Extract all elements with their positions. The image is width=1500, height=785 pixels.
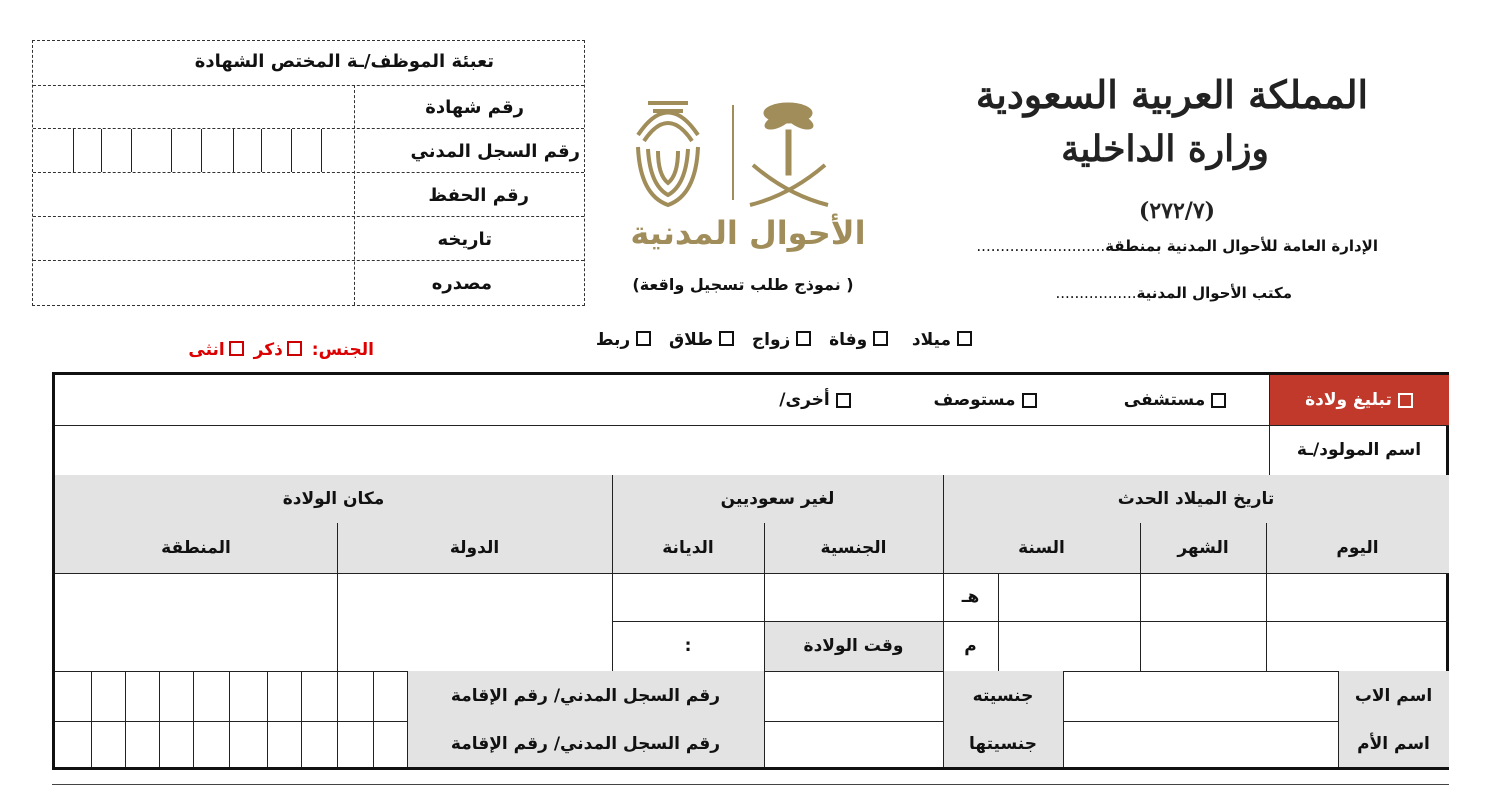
birth-date-header: تاريخ الميلاد الحدث xyxy=(943,475,1449,523)
source-label: مصدره xyxy=(431,273,492,294)
year-header: السنة xyxy=(943,523,1140,573)
father-id-digit-boxes[interactable] xyxy=(55,671,407,767)
directorate-line xyxy=(976,237,1378,255)
staff-box xyxy=(32,40,585,306)
cert-number-label: رقم شهادة xyxy=(425,97,524,118)
staff-box-title: تعبئة الموظف/ـة المختص الشهادة xyxy=(194,51,494,72)
civil-affairs-logo xyxy=(628,95,868,255)
kingdom-title: المملكة العربية السعودية xyxy=(975,72,1369,117)
day-header: اليوم xyxy=(1266,523,1449,573)
father-nationality-label: جنسيته xyxy=(943,671,1063,721)
date-label: تاريخه xyxy=(437,229,492,250)
nationality-header: الجنسية xyxy=(764,523,943,573)
non-saudi-header: لغير سعوديين xyxy=(612,475,943,523)
event-death[interactable]: وفاة xyxy=(829,330,888,350)
directorate-label: الإدارة العامة للأحوال المدنية بمنطقة xyxy=(1105,237,1378,255)
hijri-label: هـ xyxy=(961,587,980,607)
fingerprint-icon xyxy=(638,103,698,205)
father-id-label: رقم السجل المدني/ رقم الإقامة xyxy=(407,671,764,721)
event-divorce[interactable]: طلاق xyxy=(669,330,734,350)
mother-name-label: اسم الأم xyxy=(1338,721,1449,767)
office-line xyxy=(1055,284,1292,302)
place-hospital[interactable]: مستشفى xyxy=(1095,375,1255,425)
civil-id-digit-boxes[interactable] xyxy=(73,129,351,172)
office-label: مكتب الأحوال المدنية xyxy=(1136,284,1292,302)
form-code: (٢٧٢/٧) xyxy=(1138,198,1216,224)
gender-label: الجنس: xyxy=(311,340,374,360)
gender-row xyxy=(188,340,374,360)
event-birth[interactable]: ميلاد xyxy=(912,330,972,350)
region-header: المنطقة xyxy=(55,523,337,573)
mother-nationality-label: جنسيتها xyxy=(943,721,1063,767)
month-header: الشهر xyxy=(1140,523,1266,573)
main-table xyxy=(52,372,1449,770)
logo-text: الأحوال المدنية xyxy=(630,214,866,252)
ministry-title: وزارة الداخلية xyxy=(1061,128,1269,170)
archive-number-label: رقم الحفظ xyxy=(428,185,529,206)
civil-id-label: رقم السجل المدني xyxy=(410,141,580,162)
father-name-label: اسم الاب xyxy=(1338,671,1449,721)
country-header: الدولة xyxy=(337,523,612,573)
event-type-row xyxy=(596,330,972,350)
birth-time-label: وقت الولادة xyxy=(764,621,943,671)
birth-time-separator: : xyxy=(684,636,692,656)
mother-id-label: رقم السجل المدني/ رقم الإقامة xyxy=(407,721,764,767)
office-dots: ................. xyxy=(1055,284,1137,302)
event-link[interactable]: ربط xyxy=(596,330,651,350)
gregorian-label: م xyxy=(964,636,977,656)
birth-notice-cell[interactable]: تبليغ ولادة xyxy=(1269,375,1449,425)
form-title: ( نموذج طلب تسجيل واقعة) xyxy=(632,275,854,294)
gender-female[interactable]: انثى xyxy=(188,340,247,360)
palm-swords-icon xyxy=(750,103,828,205)
logo-graphic xyxy=(628,95,868,210)
place-other[interactable]: أخرى/ xyxy=(755,375,875,425)
birth-place-header: مكان الولادة xyxy=(55,475,612,523)
religion-header: الديانة xyxy=(612,523,764,573)
gender-male[interactable]: ذكر xyxy=(254,340,306,360)
newborn-name-label: اسم المولود/ـة xyxy=(1296,440,1422,460)
place-clinic[interactable]: مستوصف xyxy=(905,375,1065,425)
event-marriage[interactable]: زواج xyxy=(752,330,811,350)
directorate-dots: ........................... xyxy=(976,237,1106,255)
